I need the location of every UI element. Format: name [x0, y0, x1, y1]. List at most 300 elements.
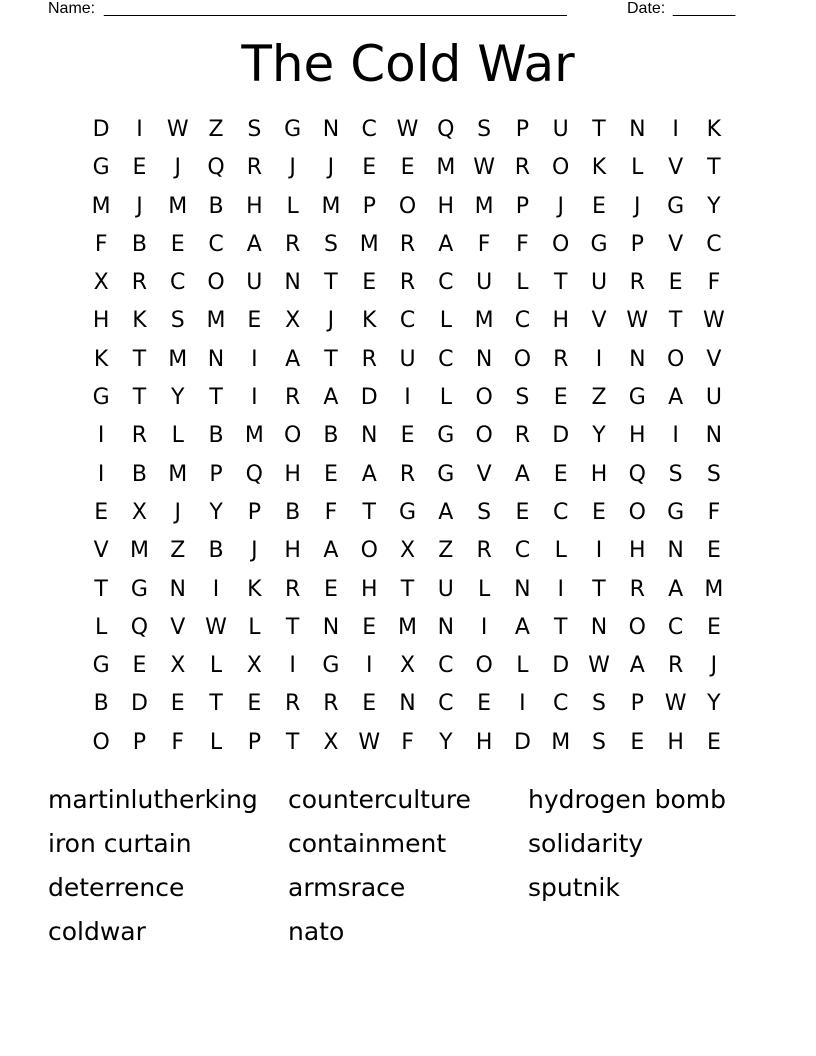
word-bank-item: iron curtain: [48, 829, 192, 858]
grid-cell[interactable]: H: [284, 461, 301, 487]
grid-cell[interactable]: D: [552, 423, 570, 449]
grid-cell[interactable]: J: [327, 155, 335, 181]
grid-cell[interactable]: C: [553, 691, 569, 717]
grid-cell[interactable]: W: [473, 155, 495, 181]
grid-cell[interactable]: L: [516, 653, 529, 679]
grid-cell[interactable]: W: [664, 691, 687, 717]
grid-cell[interactable]: N: [360, 423, 378, 449]
grid-cell[interactable]: L: [439, 385, 452, 411]
date-field[interactable]: _______: [673, 0, 736, 17]
grid-cell[interactable]: K: [706, 117, 722, 142]
grid-cell[interactable]: T: [592, 117, 606, 142]
grid-cell[interactable]: H: [629, 538, 646, 564]
grid-cell[interactable]: U: [399, 346, 416, 372]
grid-cell[interactable]: H: [360, 576, 378, 602]
grid-cell[interactable]: E: [362, 155, 377, 181]
grid-cell[interactable]: M: [551, 729, 571, 755]
grid-cell[interactable]: I: [97, 461, 105, 487]
grid-cell[interactable]: M: [91, 193, 111, 219]
grid-cell[interactable]: N: [629, 346, 646, 372]
grid-cell[interactable]: Z: [591, 385, 607, 411]
grid-cell[interactable]: L: [209, 729, 223, 755]
grid-cell[interactable]: N: [284, 270, 301, 296]
grid-cell[interactable]: Y: [707, 691, 721, 717]
name-field[interactable]: ____________________________________________________: [104, 0, 567, 17]
date-label: Date:: [627, 0, 666, 17]
grid-cell[interactable]: P: [362, 193, 376, 219]
grid-cell[interactable]: F: [707, 270, 721, 296]
grid-cell[interactable]: I: [289, 653, 296, 679]
grid-cell[interactable]: T: [324, 346, 338, 372]
grid-cell[interactable]: H: [246, 193, 263, 219]
grid-cell[interactable]: E: [706, 729, 721, 755]
grid-cell[interactable]: X: [323, 729, 339, 755]
grid-cell[interactable]: P: [132, 729, 147, 755]
grid-cell[interactable]: A: [323, 385, 339, 411]
grid-cell[interactable]: I: [672, 423, 679, 449]
grid-cell[interactable]: O: [475, 385, 493, 411]
grid-cell[interactable]: C: [170, 270, 186, 296]
grid-cell[interactable]: R: [553, 346, 569, 372]
grid-cell[interactable]: U: [552, 117, 569, 142]
grid-cell[interactable]: E: [132, 155, 147, 181]
grid-cell[interactable]: L: [439, 308, 452, 334]
word-bank-item: sputnik: [528, 873, 620, 902]
grid-cell[interactable]: C: [438, 270, 454, 296]
grid-cell[interactable]: N: [705, 423, 723, 449]
grid-cell[interactable]: E: [477, 691, 492, 717]
grid-cell[interactable]: D: [552, 653, 570, 679]
grid-cell[interactable]: Z: [438, 538, 454, 564]
grid-cell[interactable]: P: [247, 499, 261, 525]
grid-cell[interactable]: T: [132, 385, 147, 411]
grid-cell[interactable]: F: [94, 231, 108, 257]
grid-cell[interactable]: O: [475, 423, 493, 449]
grid-cell[interactable]: M: [359, 231, 379, 257]
grid-cell[interactable]: I: [557, 576, 564, 602]
grid-cell[interactable]: M: [474, 308, 494, 334]
grid-cell[interactable]: O: [552, 155, 570, 181]
grid-cell[interactable]: C: [208, 231, 224, 257]
grid-cell[interactable]: Y: [209, 499, 223, 525]
grid-cell[interactable]: N: [475, 346, 493, 372]
grid-cell[interactable]: I: [251, 346, 258, 372]
word-bank-item: coldwar: [48, 917, 146, 946]
grid-cell[interactable]: C: [438, 691, 454, 717]
grid-cell[interactable]: R: [246, 155, 262, 181]
grid-cell[interactable]: U: [246, 270, 263, 296]
grid-cell[interactable]: X: [246, 653, 262, 679]
grid-cell[interactable]: Y: [171, 385, 185, 411]
grid-cell[interactable]: T: [553, 614, 568, 640]
grid-cell[interactable]: O: [283, 423, 302, 449]
grid-cell[interactable]: M: [436, 155, 456, 181]
grid-cell[interactable]: O: [552, 231, 570, 257]
grid-cell[interactable]: E: [592, 193, 606, 219]
grid-cell[interactable]: G: [437, 461, 455, 487]
grid-cell[interactable]: O: [360, 538, 378, 564]
grid-cell[interactable]: T: [285, 729, 300, 755]
grid-cell[interactable]: M: [206, 308, 226, 334]
grid-cell[interactable]: X: [285, 308, 301, 334]
grid-cell[interactable]: I: [480, 614, 488, 640]
grid-cell[interactable]: Q: [207, 155, 225, 181]
grid-cell[interactable]: C: [706, 231, 722, 257]
grid-cell[interactable]: H: [552, 308, 569, 334]
grid-cell[interactable]: F: [707, 499, 721, 525]
grid-cell[interactable]: E: [592, 499, 606, 525]
grid-cell[interactable]: R: [629, 270, 645, 296]
grid-cell[interactable]: M: [244, 423, 264, 449]
grid-cell[interactable]: P: [630, 231, 644, 257]
grid-cell[interactable]: H: [475, 729, 493, 755]
grid-cell[interactable]: H: [437, 193, 455, 219]
grid-cell[interactable]: F: [516, 231, 529, 257]
word-bank-item: armsrace: [288, 873, 406, 902]
grid-cell[interactable]: Z: [208, 117, 224, 142]
grid-cell[interactable]: A: [514, 461, 530, 487]
grid-cell[interactable]: I: [595, 346, 603, 372]
grid-cell[interactable]: R: [131, 270, 148, 296]
grid-cell[interactable]: N: [399, 691, 416, 717]
grid-cell[interactable]: W: [358, 729, 381, 755]
grid-cell[interactable]: M: [129, 538, 149, 564]
grid-cell[interactable]: Z: [170, 538, 186, 564]
grid-cell[interactable]: G: [590, 231, 608, 257]
grid-cell[interactable]: O: [398, 193, 417, 219]
grid-cell[interactable]: B: [323, 423, 339, 449]
grid-cell[interactable]: W: [626, 308, 649, 334]
grid-cell[interactable]: L: [554, 538, 567, 564]
grid-cell[interactable]: N: [629, 117, 646, 142]
grid-cell[interactable]: O: [207, 270, 225, 296]
grid-cell[interactable]: O: [628, 499, 646, 525]
grid-cell[interactable]: B: [208, 538, 224, 564]
grid-cell[interactable]: J: [327, 308, 335, 334]
grid-cell[interactable]: S: [323, 231, 338, 257]
grid-cell[interactable]: K: [132, 308, 147, 334]
grid-cell[interactable]: B: [131, 231, 147, 257]
grid-cell[interactable]: P: [515, 193, 530, 219]
grid-cell[interactable]: Y: [707, 193, 721, 219]
grid-cell[interactable]: C: [399, 308, 416, 334]
grid-cell[interactable]: B: [208, 423, 224, 449]
grid-cell[interactable]: R: [514, 423, 531, 449]
grid-cell[interactable]: N: [590, 614, 608, 640]
word-bank-item: martinlutherking: [48, 785, 258, 814]
grid-cell[interactable]: T: [400, 576, 415, 602]
grid-cell[interactable]: L: [477, 576, 491, 602]
grid-cell[interactable]: E: [247, 308, 262, 334]
grid-cell[interactable]: X: [399, 653, 416, 679]
grid-cell[interactable]: M: [168, 346, 188, 372]
grid-cell[interactable]: E: [132, 653, 147, 679]
grid-cell[interactable]: S: [592, 691, 606, 717]
grid-cell[interactable]: S: [477, 499, 492, 525]
grid-cell[interactable]: W: [703, 308, 725, 334]
grid-cell[interactable]: E: [706, 538, 721, 564]
grid-cell[interactable]: T: [553, 270, 568, 296]
grid-cell[interactable]: C: [438, 346, 454, 372]
grid-cell[interactable]: A: [323, 538, 339, 564]
grid-cell[interactable]: N: [322, 614, 340, 640]
grid-cell[interactable]: H: [590, 461, 608, 487]
grid-cell[interactable]: I: [97, 423, 105, 449]
grid-cell[interactable]: J: [174, 499, 181, 525]
grid-cell[interactable]: X: [93, 270, 109, 296]
grid-cell[interactable]: E: [362, 691, 377, 717]
grid-cell[interactable]: M: [168, 193, 188, 219]
grid-cell[interactable]: A: [285, 346, 301, 372]
grid-cell[interactable]: R: [399, 461, 416, 487]
grid-cell[interactable]: Y: [592, 423, 606, 449]
grid-cell[interactable]: O: [92, 729, 110, 755]
grid-cell[interactable]: Q: [437, 117, 455, 142]
grid-cell[interactable]: E: [362, 270, 377, 296]
word-bank-item: solidarity: [528, 829, 644, 858]
grid-cell[interactable]: G: [437, 423, 455, 449]
grid-cell[interactable]: Q: [245, 461, 263, 487]
grid-cell[interactable]: K: [362, 308, 377, 334]
grid-cell[interactable]: A: [438, 499, 454, 525]
grid-cell[interactable]: E: [400, 423, 415, 449]
grid-cell[interactable]: E: [668, 270, 683, 296]
grid-cell[interactable]: V: [170, 614, 186, 640]
grid-cell[interactable]: T: [324, 270, 338, 296]
grid-cell[interactable]: C: [438, 653, 454, 679]
grid-cell[interactable]: T: [209, 691, 223, 717]
grid-cell[interactable]: E: [515, 499, 530, 525]
grid-cell[interactable]: L: [209, 653, 223, 679]
grid-cell[interactable]: T: [285, 614, 300, 640]
grid-cell[interactable]: B: [285, 499, 301, 525]
grid-cell[interactable]: B: [208, 193, 224, 219]
grid-cell[interactable]: J: [136, 193, 143, 219]
grid-cell[interactable]: R: [667, 653, 684, 679]
grid-cell[interactable]: E: [247, 691, 262, 717]
grid-cell[interactable]: P: [515, 117, 530, 142]
grid-cell[interactable]: T: [592, 576, 606, 602]
grid-cell[interactable]: R: [131, 423, 148, 449]
grid-cell[interactable]: G: [322, 653, 340, 679]
grid-cell[interactable]: F: [324, 499, 338, 525]
word-search-grid: [82, 111, 733, 762]
grid-cell[interactable]: R: [514, 155, 531, 181]
grid-cell[interactable]: E: [94, 499, 109, 525]
grid-cell[interactable]: Y: [439, 729, 453, 755]
grid-cell[interactable]: I: [251, 385, 258, 411]
grid-cell[interactable]: L: [631, 155, 644, 181]
grid-cell[interactable]: N: [514, 576, 531, 602]
grid-cell[interactable]: G: [92, 653, 110, 679]
grid-cell[interactable]: S: [247, 117, 262, 142]
grid-cell[interactable]: E: [553, 385, 568, 411]
grid-cell[interactable]: U: [590, 270, 608, 296]
grid-cell[interactable]: N: [322, 117, 340, 142]
grid-cell[interactable]: C: [514, 538, 531, 564]
grid-cell[interactable]: B: [93, 691, 109, 717]
grid-cell[interactable]: E: [553, 461, 568, 487]
grid-cell[interactable]: A: [246, 231, 262, 257]
grid-cell[interactable]: N: [169, 576, 186, 602]
grid-cell[interactable]: E: [400, 155, 415, 181]
grid-cell[interactable]: P: [247, 729, 261, 755]
grid-cell[interactable]: R: [399, 231, 416, 257]
grid-cell[interactable]: D: [92, 117, 110, 142]
grid-cell[interactable]: N: [667, 538, 684, 564]
grid-cell[interactable]: G: [398, 499, 417, 525]
grid-cell[interactable]: K: [247, 576, 262, 602]
grid-cell[interactable]: N: [437, 614, 455, 640]
grid-cell[interactable]: W: [588, 653, 610, 679]
grid-cell[interactable]: P: [209, 461, 223, 487]
grid-cell[interactable]: A: [438, 231, 454, 257]
grid-cell[interactable]: T: [94, 576, 108, 602]
grid-cell[interactable]: U: [705, 385, 722, 411]
grid-cell[interactable]: K: [591, 155, 607, 181]
grid-cell[interactable]: T: [668, 308, 683, 334]
grid-cell[interactable]: S: [170, 308, 185, 334]
grid-cell[interactable]: M: [474, 193, 494, 219]
grid-cell[interactable]: A: [514, 614, 530, 640]
grid-cell[interactable]: X: [170, 653, 186, 679]
grid-cell[interactable]: V: [706, 346, 722, 372]
grid-cell[interactable]: E: [323, 461, 338, 487]
grid-cell[interactable]: J: [634, 193, 641, 219]
grid-cell[interactable]: R: [284, 691, 301, 717]
grid-cell[interactable]: I: [404, 385, 411, 411]
grid-cell[interactable]: J: [289, 155, 296, 181]
grid-cell[interactable]: L: [248, 614, 261, 640]
grid-cell[interactable]: V: [668, 155, 684, 181]
grid-cell[interactable]: F: [171, 729, 185, 755]
grid-cell[interactable]: T: [209, 385, 223, 411]
grid-cell[interactable]: A: [629, 653, 645, 679]
grid-cell[interactable]: R: [284, 576, 301, 602]
grid-cell[interactable]: H: [284, 538, 301, 564]
grid-cell[interactable]: R: [284, 231, 301, 257]
grid-cell[interactable]: A: [668, 385, 684, 411]
grid-cell[interactable]: U: [437, 576, 454, 602]
grid-cell[interactable]: M: [398, 614, 418, 640]
grid-cell[interactable]: O: [513, 346, 532, 372]
grid-cell[interactable]: H: [667, 729, 684, 755]
grid-cell[interactable]: A: [668, 576, 684, 602]
grid-cell[interactable]: J: [557, 193, 564, 219]
grid-cell[interactable]: F: [401, 729, 414, 755]
grid-cell[interactable]: R: [476, 538, 492, 564]
grid-cell[interactable]: G: [667, 499, 685, 525]
grid-cell[interactable]: T: [362, 499, 376, 525]
grid-cell[interactable]: H: [629, 423, 646, 449]
grid-cell[interactable]: S: [668, 461, 683, 487]
grid-cell[interactable]: O: [628, 614, 646, 640]
grid-cell[interactable]: I: [136, 117, 143, 142]
grid-cell[interactable]: E: [362, 614, 377, 640]
grid-cell[interactable]: C: [667, 614, 684, 640]
grid-cell[interactable]: W: [166, 117, 189, 142]
grid-cell[interactable]: A: [361, 461, 377, 487]
grid-cell[interactable]: E: [706, 614, 721, 640]
grid-cell[interactable]: G: [284, 117, 302, 142]
grid-cell[interactable]: D: [513, 729, 531, 755]
grid-cell[interactable]: B: [131, 461, 147, 487]
grid-cell[interactable]: V: [668, 231, 684, 257]
grid-cell[interactable]: L: [95, 614, 108, 640]
grid-cell[interactable]: M: [168, 461, 188, 487]
grid-cell[interactable]: T: [132, 346, 147, 372]
grid-cell[interactable]: M: [704, 576, 724, 602]
grid-cell[interactable]: D: [360, 385, 378, 411]
grid-cell[interactable]: J: [251, 538, 258, 564]
grid-cell[interactable]: W: [396, 117, 419, 142]
grid-cell[interactable]: L: [516, 270, 529, 296]
grid-cell[interactable]: C: [514, 308, 531, 334]
grid-cell[interactable]: S: [477, 117, 492, 142]
grid-cell[interactable]: H: [92, 308, 110, 334]
grid-cell[interactable]: F: [477, 231, 491, 257]
grid-cell[interactable]: I: [595, 538, 603, 564]
grid-cell[interactable]: Q: [628, 461, 646, 487]
grid-cell[interactable]: U: [476, 270, 493, 296]
grid-cell[interactable]: S: [515, 385, 530, 411]
grid-cell[interactable]: G: [92, 385, 110, 411]
grid-cell[interactable]: V: [591, 308, 607, 334]
grid-cell[interactable]: R: [361, 346, 377, 372]
grid-cell[interactable]: G: [130, 576, 148, 602]
grid-cell[interactable]: L: [286, 193, 299, 219]
grid-cell[interactable]: S: [706, 461, 721, 487]
grid-cell[interactable]: L: [171, 423, 184, 449]
grid-cell[interactable]: G: [628, 385, 646, 411]
grid-cell[interactable]: E: [170, 691, 185, 717]
grid-cell[interactable]: J: [174, 155, 181, 181]
grid-cell[interactable]: K: [93, 346, 109, 372]
grid-cell[interactable]: G: [667, 193, 685, 219]
grid-cell[interactable]: V: [93, 538, 109, 564]
grid-cell[interactable]: R: [629, 576, 645, 602]
grid-cell[interactable]: I: [672, 117, 679, 142]
grid-cell[interactable]: J: [710, 653, 718, 679]
grid-cell[interactable]: T: [707, 155, 721, 181]
grid-cell[interactable]: O: [666, 346, 685, 372]
grid-cell[interactable]: E: [630, 729, 645, 755]
grid-cell[interactable]: O: [475, 653, 493, 679]
grid-cell[interactable]: C: [361, 117, 377, 142]
grid-cell[interactable]: C: [553, 499, 569, 525]
grid-cell[interactable]: R: [399, 270, 416, 296]
grid-cell[interactable]: G: [92, 155, 110, 181]
grid-cell[interactable]: W: [205, 614, 227, 640]
page-title: The Cold War: [241, 35, 575, 93]
grid-cell[interactable]: R: [323, 691, 339, 717]
grid-cell[interactable]: M: [321, 193, 341, 219]
grid-cell[interactable]: I: [519, 691, 526, 717]
grid-cell[interactable]: V: [476, 461, 492, 487]
grid-cell[interactable]: R: [284, 385, 301, 411]
grid-cell[interactable]: I: [212, 576, 220, 602]
grid-cell[interactable]: D: [130, 691, 148, 717]
grid-cell[interactable]: S: [592, 729, 606, 755]
grid-cell[interactable]: Q: [130, 614, 149, 640]
grid-cell[interactable]: E: [170, 231, 185, 257]
grid-cell[interactable]: E: [323, 576, 338, 602]
grid-cell[interactable]: I: [365, 653, 373, 679]
grid-cell[interactable]: N: [207, 346, 225, 372]
grid-cell[interactable]: X: [399, 538, 416, 564]
grid-cell[interactable]: P: [630, 691, 644, 717]
grid-cell[interactable]: X: [131, 499, 147, 525]
